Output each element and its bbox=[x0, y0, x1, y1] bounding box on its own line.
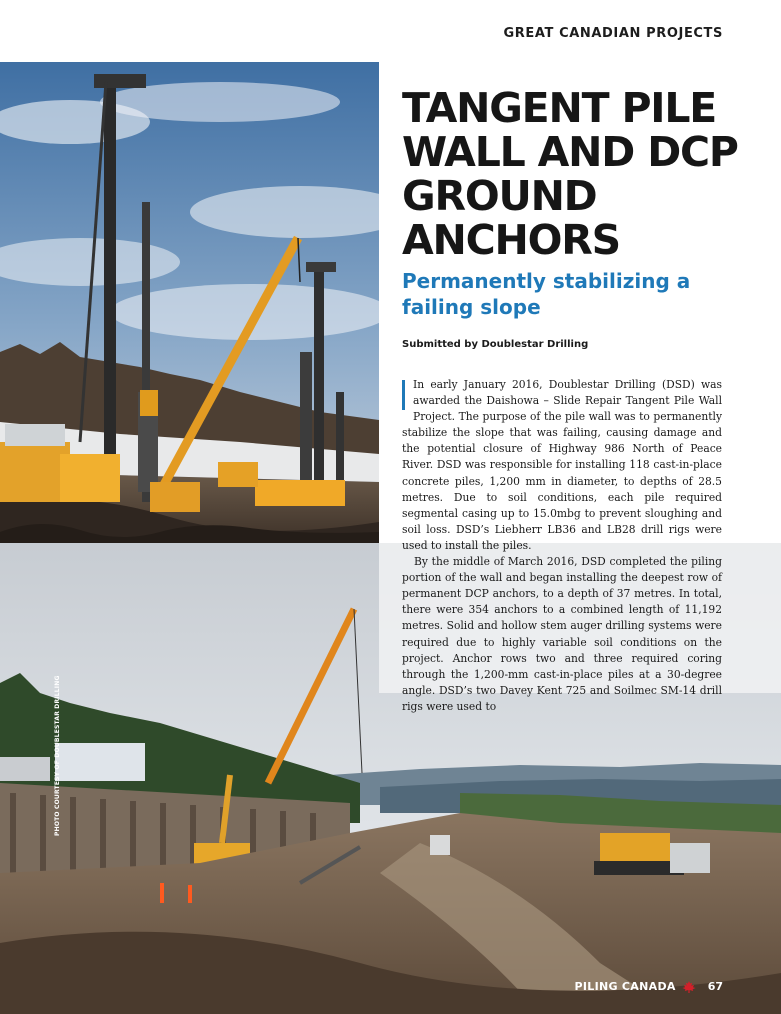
paragraph-text: In early January 2016, Doublestar Drilling (DSD) was awarded the Daishowa – Slide Repair Tangent Pile Wall Project. The purpose of the pile wall was to permanently stabilize the slope that was failing, causing damage and the potential closure of Highway 986 North of Peace River. DSD was responsible for installing 118 cast-in-place concrete piles, 1,200 mm in diameter, to depths of 28.5 metres. Due to soil conditions, each pile required segmental casing up to 15.0mbg to prevent sloughing and soil loss. DSD’s Liebherr LB36 and LB28 drill rigs were used to install the piles. bbox=[402, 378, 722, 552]
article-byline: Submitted by Doublestar Drilling bbox=[402, 339, 589, 350]
maple-leaf-icon bbox=[682, 981, 696, 993]
article-subtitle: Permanently stabilizing a failing slope bbox=[402, 269, 691, 319]
drill-rigs-photo bbox=[0, 62, 379, 543]
section-label: GREAT CANADIAN PROJECTS bbox=[503, 26, 723, 41]
photo-credit: PHOTO COURTESY OF DOUBLESTAR DRILLING bbox=[54, 675, 61, 836]
body-paragraph-1 bbox=[402, 377, 722, 554]
publication-name: PILING CANADA bbox=[574, 980, 676, 993]
page-number: 67 bbox=[707, 980, 723, 993]
dropcap-bar bbox=[402, 380, 405, 410]
article-title: TANGENT PILE WALL AND DCP GROUND ANCHORS bbox=[402, 84, 738, 264]
body-paragraph-2: By the middle of March 2016, DSD completed the piling portion of the wall and began installing the deepest row of permanent DCP anchors, to a depth of 37 metres. In total, there were 354 anchors to a combined length of 11,192 metres. Solid and hollow stem auger drilling systems were required due to highly variable soil conditions on the project. Anchor rows two and three required coring through the 1,200-mm cast-in-place piles at a 30-degree angle. DSD’s two Davey Kent 725 and Soilmec SM-14 drill rigs were used to bbox=[402, 555, 722, 713]
page-footer bbox=[575, 980, 723, 993]
article-body bbox=[402, 377, 722, 715]
